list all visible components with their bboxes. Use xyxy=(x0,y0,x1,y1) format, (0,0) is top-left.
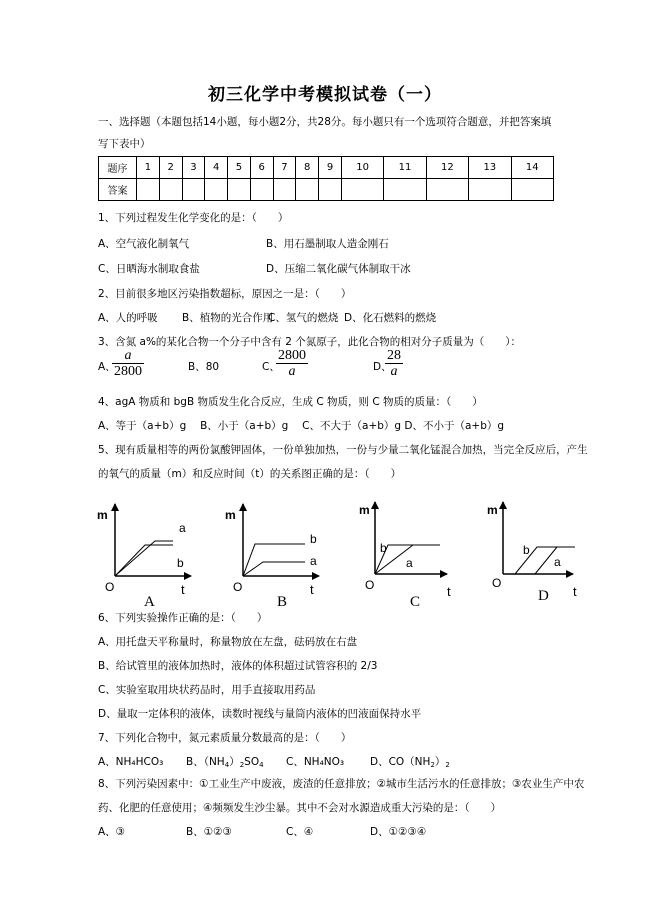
q2-option-d: D、化石燃料的燃烧 xyxy=(344,312,437,324)
graph-label-a: A xyxy=(144,594,155,610)
fraction-numerator: 28 xyxy=(387,348,401,363)
question-7-stem: 7、下列化合物中，氮元素质量分数最高的是：（ ） xyxy=(98,732,352,744)
formula-part: SO xyxy=(244,756,260,768)
q8-option-b: B、①②③ xyxy=(186,826,232,838)
fraction-denominator: a xyxy=(390,364,398,379)
question-8-stem-line2: 药、化肥的任意使用；④频频发生沙尘暴。其中不会对水源造成重大污染的是：（ ） xyxy=(98,802,502,814)
q1-option-c: C、日晒海水制取食盐 xyxy=(98,263,200,275)
table-row xyxy=(99,157,554,179)
answer-cell[interactable] xyxy=(511,179,553,201)
y-axis-label: m xyxy=(487,503,498,517)
question-number-cell: 10 xyxy=(341,157,383,179)
section-heading: 一、选择题（本题包括14小题，每小题2分，共28分。每小题只有一个选项符合题意，并把答案填写下表中） xyxy=(98,116,552,150)
question-5-stem-line1: 5、现有质量相等的两份氯酸钾固体，一份单独加热，一份与少量二氧化锰混合加热，当完全反应后，产生 xyxy=(98,444,588,456)
y-axis-label: m xyxy=(359,503,370,517)
q1-option-d: D、压缩二氧化碳气体制取干冰 xyxy=(266,263,411,275)
fraction-numerator: 2800 xyxy=(278,348,306,363)
question-6-stem: 6、下列实验操作正确的是：（ ） xyxy=(98,612,268,624)
q7-option-a: A、NH₄HCO₃ xyxy=(98,756,164,768)
q3-option-c: C、 xyxy=(262,361,280,373)
answer-cell[interactable] xyxy=(182,179,205,201)
q5-graphs xyxy=(95,492,595,614)
formula-subscript: 2 xyxy=(430,761,435,769)
q6-option-b: B、给试管里的液体加热时，液体的体积超过试管容积的 2/3 xyxy=(98,660,378,672)
formula-subscript: 2 xyxy=(239,761,245,769)
q3-fraction-d xyxy=(385,348,403,379)
question-number-cell: 2 xyxy=(159,157,182,179)
graph-label-c: C xyxy=(410,594,421,610)
formula-subscript: 2 xyxy=(445,761,450,769)
answer-cell[interactable] xyxy=(250,179,273,201)
graph-label-b: B xyxy=(277,594,288,610)
graph-a xyxy=(97,504,191,610)
graph-c xyxy=(359,502,451,610)
q3-option-a: A、 xyxy=(98,361,116,373)
question-number-cell: 5 xyxy=(228,157,251,179)
formula-part: ） xyxy=(434,756,446,768)
answer-table xyxy=(98,156,554,201)
q6-option-a: A、用托盘天平称量时，称量物放在左盘，砝码放在右盘 xyxy=(98,636,358,648)
row-label-answer: 答案 xyxy=(99,179,137,201)
question-number-cell: 7 xyxy=(273,157,296,179)
x-axis-label: t xyxy=(181,582,185,597)
answer-cell[interactable] xyxy=(384,179,426,201)
row-label-number: 题序 xyxy=(99,157,137,179)
curve-b-label: b xyxy=(523,543,530,557)
q1-option-b: B、用石墨制取人造金刚石 xyxy=(266,238,389,250)
origin-label: O xyxy=(365,578,375,592)
answer-cell[interactable] xyxy=(341,179,383,201)
question-4-stem: 4、agA 物质和 bgB 物质发生化合反应，生成 C 物质，则 C 物质的质量：（ ） xyxy=(98,396,483,408)
q4-options: A、等于（a+b）g B、小于（a+b）g C、不大于（a+b）g D、不小于（a+b）g xyxy=(98,420,505,432)
curve-b-label: b xyxy=(177,556,184,570)
answer-cell[interactable] xyxy=(319,179,342,201)
q6-option-c: C、实验室取用块状药品时，用手直接取用药品 xyxy=(98,684,316,696)
q3-option-d: D、 xyxy=(373,361,392,373)
table-row xyxy=(99,179,554,201)
question-number-cell: 8 xyxy=(296,157,319,179)
q2-option-c: C、氢气的燃烧 xyxy=(268,312,339,324)
question-number-cell: 12 xyxy=(426,157,468,179)
question-number-cell: 11 xyxy=(384,157,426,179)
q1-option-a: A、空气液化制氧气 xyxy=(98,238,190,250)
question-number-cell: 1 xyxy=(137,157,160,179)
question-number-cell: 6 xyxy=(250,157,273,179)
q8-option-c: C、④ xyxy=(286,826,314,838)
q7-option-c: C、NH₄NO₃ xyxy=(286,756,345,768)
answer-cell[interactable] xyxy=(228,179,251,201)
q8-option-d: D、①②③④ xyxy=(370,826,427,838)
q3-fraction-c xyxy=(276,348,308,379)
page-title: 初三化学中考模拟试卷（一） xyxy=(208,85,442,105)
formula-subscript: 4 xyxy=(259,761,264,769)
x-axis-label: t xyxy=(310,582,314,597)
question-number-cell: 4 xyxy=(205,157,228,179)
x-axis-label: t xyxy=(573,584,577,599)
curve-a-label: a xyxy=(179,521,186,535)
answer-cell[interactable] xyxy=(296,179,319,201)
curve-a-label: a xyxy=(554,555,561,569)
question-number-cell: 9 xyxy=(319,157,342,179)
q8-option-a: A、③ xyxy=(98,826,126,838)
question-2-stem: 2、目前很多地区污染指数超标，原因之一是：（ ） xyxy=(98,288,352,300)
curve-a-label: a xyxy=(406,556,413,570)
answer-cell[interactable] xyxy=(137,179,160,201)
question-5-stem-line2: 的氧气的质量（m）和反应时间（t）的关系图正确的是：（ ） xyxy=(98,468,402,480)
q2-option-b: B、植物的光合作用 xyxy=(182,312,274,324)
y-axis-label: m xyxy=(97,508,108,522)
x-axis-label: t xyxy=(447,584,451,599)
q6-option-d: D、量取一定体积的液体，读数时视线与量筒内液体的凹液面保持水平 xyxy=(98,708,422,720)
answer-cell[interactable] xyxy=(205,179,228,201)
q7-option-d xyxy=(370,754,450,769)
q7-option-b xyxy=(186,754,264,769)
answer-cell[interactable] xyxy=(426,179,468,201)
origin-label: O xyxy=(233,580,243,594)
q2-option-a: A、人的呼吸 xyxy=(98,312,158,324)
curve-b-label: b xyxy=(380,541,387,555)
question-1-stem: 1、下列过程发生化学变化的是：（ ） xyxy=(98,212,289,224)
graph-label-d: D xyxy=(538,588,549,604)
fraction-denominator: a xyxy=(288,364,296,379)
fraction-denominator: 2800 xyxy=(114,364,142,379)
question-8-stem-line1: 8、下列污染因素中：①工业生产中废液，废渣的任意排放；②城市生活污水的任意排放；③农业生产中农 xyxy=(98,778,585,790)
origin-label: O xyxy=(492,576,502,590)
q3-fraction-a xyxy=(112,348,144,379)
answer-cell[interactable] xyxy=(273,179,296,201)
formula-part: B、（NH xyxy=(186,756,225,768)
answer-cell[interactable] xyxy=(469,179,511,201)
formula-subscript: 4 xyxy=(224,761,230,769)
graph-d xyxy=(487,502,577,604)
answer-cell[interactable] xyxy=(159,179,182,201)
curve-b-label: b xyxy=(310,532,317,546)
formula-part: ） xyxy=(229,756,240,768)
formula-part: D、CO（NH xyxy=(370,756,431,768)
question-number-cell: 3 xyxy=(182,157,205,179)
graph-b xyxy=(225,504,319,610)
curve-a-label: a xyxy=(310,554,317,568)
origin-label: O xyxy=(105,580,115,594)
question-number-cell: 13 xyxy=(469,157,511,179)
y-axis-label: m xyxy=(225,508,236,522)
fraction-numerator: a xyxy=(124,348,132,363)
question-3-stem: 3、含氮 a%的某化合物一个分子中含有 2 个氮原子，此化合物的相对分子质量为（ ）： xyxy=(98,336,522,348)
question-number-cell: 14 xyxy=(511,157,553,179)
q3-option-b: B、80 xyxy=(188,361,220,373)
